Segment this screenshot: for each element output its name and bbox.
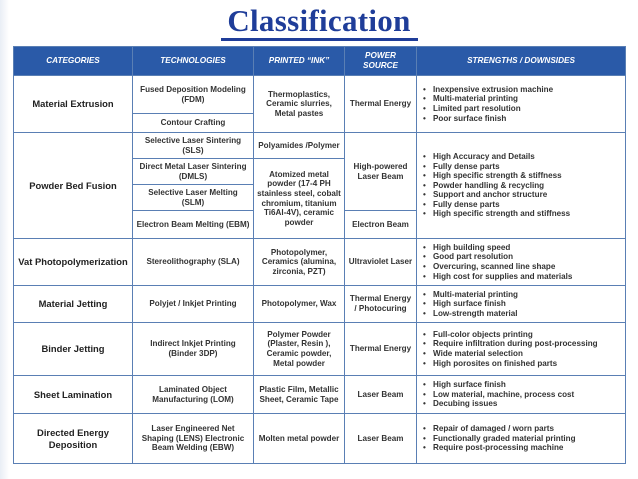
header-power-source: POWER SOURCE <box>345 47 417 76</box>
strength-item: • Low material, machine, process cost <box>422 390 622 400</box>
category-cell: Binder Jetting <box>14 323 133 376</box>
ink-cell: Polymer Powder (Plaster, Resin ), Ceramic powder, Metal powder <box>254 323 345 376</box>
strength-item: • Require infiltration during post-processing <box>422 339 622 349</box>
strength-item: • Decubing issues <box>422 399 622 409</box>
strengths-cell <box>417 286 626 323</box>
table-row <box>14 414 626 464</box>
strength-item: • Multi-material printing <box>422 94 622 104</box>
power-cell: Thermal Energy / Photocuring <box>345 286 417 323</box>
strengths-cell <box>417 133 626 239</box>
strength-item: • High specific strength and stiffness <box>422 209 622 219</box>
category-cell: Material Jetting <box>14 286 133 323</box>
ink-cell: Polyamides /Polymer <box>254 133 345 159</box>
strength-item: • Low-strength material <box>422 309 622 319</box>
strengths-list <box>422 330 622 368</box>
ink-cell: Thermoplastics, Ceramic slurries, Metal pastes <box>254 76 345 133</box>
strength-item: • Multi-material printing <box>422 290 622 300</box>
classification-table <box>13 46 626 464</box>
strengths-list <box>422 424 622 453</box>
table-row <box>14 323 626 376</box>
strength-item: • Fully dense parts <box>422 200 622 210</box>
power-cell: Thermal Energy <box>345 323 417 376</box>
ink-cell: Photopolymer, Wax <box>254 286 345 323</box>
technology-cell: Electron Beam Melting (EBM) <box>133 211 254 239</box>
power-cell: Laser Beam <box>345 414 417 464</box>
strengths-list <box>422 380 622 409</box>
technology-cell: Selective Laser Sintering (SLS) <box>133 133 254 159</box>
ink-cell: Plastic Film, Metallic Sheet, Ceramic Tape <box>254 376 345 414</box>
strengths-cell <box>417 323 626 376</box>
header-technologies: TECHNOLOGIES <box>133 47 254 76</box>
power-cell: Electron Beam <box>345 211 417 239</box>
strength-item: • Good part resolution <box>422 252 622 262</box>
category-cell: Sheet Lamination <box>14 376 133 414</box>
table-row <box>14 133 626 159</box>
strength-item: • Fully dense parts <box>422 162 622 172</box>
technology-cell: Selective Laser Melting (SLM) <box>133 185 254 211</box>
table-header-row <box>14 47 626 76</box>
technology-cell: Indirect Inkjet Printing (Binder 3DP) <box>133 323 254 376</box>
technology-cell: Direct Metal Laser Sintering (DMLS) <box>133 159 254 185</box>
strength-item: • Full-color objects printing <box>422 330 622 340</box>
strengths-list <box>422 290 622 319</box>
strengths-list <box>422 85 622 123</box>
power-cell: Thermal Energy <box>345 76 417 133</box>
ink-cell: Molten metal powder <box>254 414 345 464</box>
strength-item: • High specific strength & stiffness <box>422 171 622 181</box>
ink-cell: Photopolymer, Ceramics (alumina, zirconia, PZT) <box>254 239 345 286</box>
strength-item: • Functionally graded material printing <box>422 434 622 444</box>
strength-item: • High surface finish <box>422 380 622 390</box>
table-row <box>14 239 626 286</box>
header-categories: CATEGORIES <box>14 47 133 76</box>
strengths-cell <box>417 76 626 133</box>
strength-item: • High Accuracy and Details <box>422 152 622 162</box>
strengths-cell <box>417 376 626 414</box>
slide-title: Classification <box>227 3 411 38</box>
power-cell: Laser Beam <box>345 376 417 414</box>
strength-item: • High cost for supplies and materials <box>422 272 622 282</box>
category-cell: Directed Energy Deposition <box>14 414 133 464</box>
strength-item: • Inexpensive extrusion machine <box>422 85 622 95</box>
strength-item: • High surface finish <box>422 299 622 309</box>
strength-item: • Repair of damaged / worn parts <box>422 424 622 434</box>
strength-item: • Support and anchor structure <box>422 190 622 200</box>
technology-cell: Laminated Object Manufacturing (LOM) <box>133 376 254 414</box>
technology-cell: Fused Deposition Modeling (FDM) <box>133 76 254 114</box>
table-row <box>14 76 626 114</box>
strength-item: • Require post-processing machine <box>422 443 622 453</box>
strength-item: • Powder handling & recycling <box>422 181 622 191</box>
technology-cell: Contour Crafting <box>133 114 254 133</box>
table-row <box>14 286 626 323</box>
table-row <box>14 376 626 414</box>
header-strengths-downsides: STRENGTHS / DOWNSIDES <box>417 47 626 76</box>
power-cell: High-powered Laser Beam <box>345 133 417 211</box>
header-printed-ink: PRINTED “INK” <box>254 47 345 76</box>
category-cell: Powder Bed Fusion <box>14 133 133 239</box>
strengths-list <box>422 243 622 281</box>
strength-item: • Limited part resolution <box>422 104 622 114</box>
strength-item: • High building speed <box>422 243 622 253</box>
strengths-list <box>422 152 622 219</box>
power-cell: Ultraviolet Laser <box>345 239 417 286</box>
strength-item: • Overcuring, scanned line shape <box>422 262 622 272</box>
technology-cell: Polyjet / Inkjet Printing <box>133 286 254 323</box>
strengths-cell <box>417 239 626 286</box>
category-cell: Material Extrusion <box>14 76 133 133</box>
strengths-cell <box>417 414 626 464</box>
technology-cell: Stereolithography (SLA) <box>133 239 254 286</box>
strength-item: • Poor surface finish <box>422 114 622 124</box>
technology-cell: Laser Engineered Net Shaping (LENS) Electronic Beam Welding (EBW) <box>133 414 254 464</box>
slide-left-shade <box>0 0 9 479</box>
strength-item: • Wide material selection <box>422 349 622 359</box>
title-underline <box>221 38 418 41</box>
category-cell: Vat Photopolymerization <box>14 239 133 286</box>
strength-item: • High porosites on finished parts <box>422 359 622 369</box>
ink-cell: Atomized metal powder (17-4 PH stainless steel, cobalt chromium, titanium Ti6Al-4V), ceramic powder <box>254 159 345 239</box>
